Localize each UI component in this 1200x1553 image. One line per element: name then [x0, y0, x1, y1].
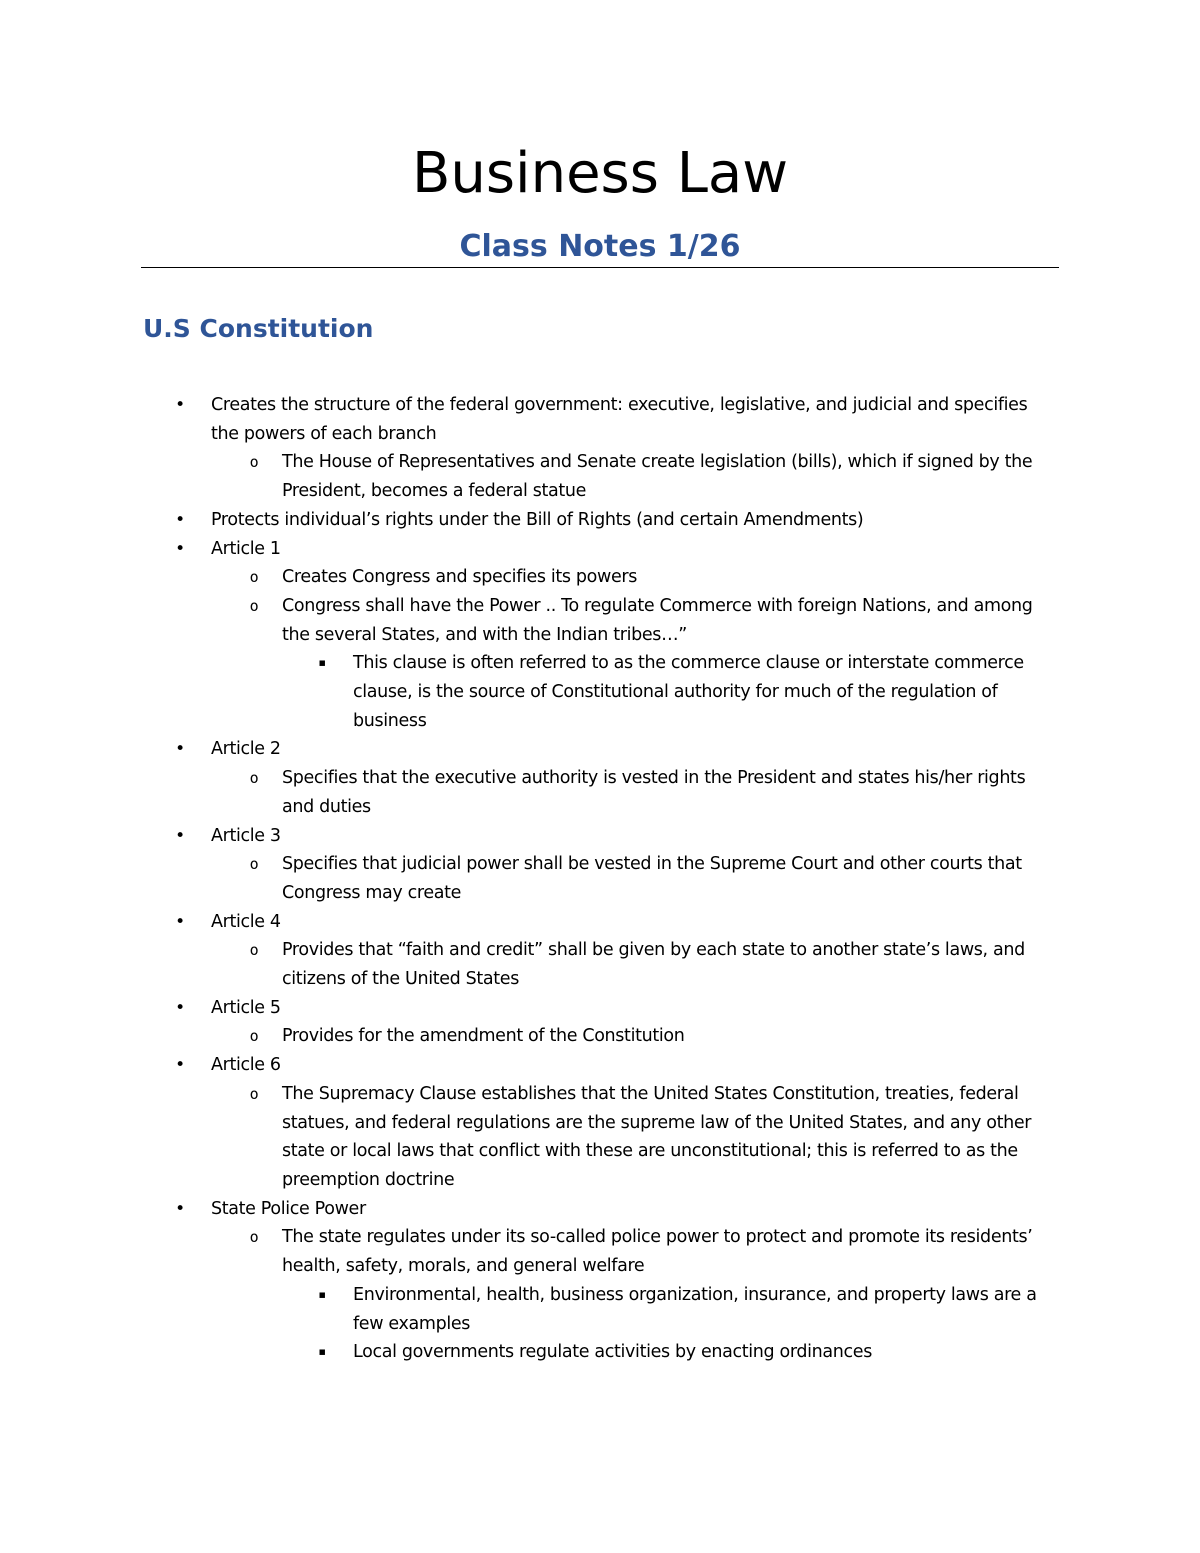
bullet-square-icon: ▪ [318, 1345, 326, 1359]
bullet-disc-icon: • [175, 395, 185, 415]
bullet-square-icon: ▪ [318, 1287, 326, 1301]
bullet-circle-icon: o [249, 568, 259, 587]
bullet-disc-icon: • [175, 509, 185, 530]
bullet-circle-icon: o [249, 1027, 259, 1046]
list-item-text: Environmental, health, business organization, insurance, and property laws are a few examples [353, 1284, 1037, 1334]
list-item-text: The state regulates under its so-called police power to protect and promote its residents’ health, safety, morals, and general welfare [282, 1227, 1033, 1277]
list-item [0, 1080, 1200, 1195]
list-item [0, 764, 1200, 821]
list-item-text: The Supremacy Clause establishes that the United States Constitution, treaties, federal statues, and federal regulations are the supreme law of the United States, and any other state or local laws that conflict with these are unconstitutional; this is referred to as the preemption doctrine [282, 1083, 1032, 1190]
bullet-disc-icon: • [175, 1198, 185, 1219]
bullet-circle-icon: o [249, 1228, 259, 1247]
list-item [0, 735, 1200, 764]
list-item-text: Article 5 [211, 997, 281, 1018]
list-item-text: This clause is often referred to as the commerce clause or interstate commerce clause, is the source of Constitutional authority for much of the regulation of business [353, 653, 1024, 731]
list-item-text: Provides for the amendment of the Constitution [282, 1026, 685, 1047]
list-item-text: The House of Representatives and Senate create legislation (bills), which if signed by the President, becomes a federal statue [282, 452, 1033, 502]
bullet-disc-icon: • [175, 1055, 185, 1076]
list-item [0, 1223, 1200, 1280]
list-item [0, 1195, 1200, 1224]
list-item [0, 535, 1200, 564]
list-item-text: State Police Power [211, 1198, 366, 1219]
list-item [0, 592, 1200, 649]
bullet-circle-icon: o [249, 769, 259, 788]
bullet-circle-icon: o [249, 941, 259, 960]
bullet-circle-icon: o [249, 453, 259, 472]
list-item-text: Specifies that the executive authority is vested in the President and states his/her rights and duties [282, 768, 1026, 817]
list-item-text: Provides that “faith and credit” shall be given by each state to another state’s laws, and citizens of the United States [282, 940, 1025, 990]
list-item [0, 448, 1200, 505]
section-heading: U.S Constitution [143, 314, 374, 343]
document-subtitle: Class Notes 1/26 [459, 229, 741, 264]
list-item-text: Creates the structure of the federal government: executive, legislative, and judicial and specifies the powers of each branch [211, 395, 1028, 444]
bullet-square-icon: ▪ [318, 656, 326, 670]
list-item-text: Article 6 [211, 1055, 281, 1076]
list-item [0, 1338, 1200, 1367]
bullet-disc-icon: • [175, 825, 185, 846]
bullet-disc-icon: • [175, 538, 185, 559]
bullet-disc-icon: • [175, 911, 185, 932]
list-item [0, 936, 1200, 993]
list-item-text: Congress shall have the Power .. To regulate Commerce with foreign Nations, and among the several States, and with the Indian tribes…” [282, 595, 1033, 645]
list-item [0, 563, 1200, 592]
list-item [0, 506, 1200, 535]
bullet-circle-icon: o [249, 855, 259, 874]
list-item [0, 822, 1200, 851]
list-item [0, 850, 1200, 907]
list-item-text: Article 3 [211, 825, 281, 846]
list-item [0, 649, 1200, 735]
list-item-text: Protects individual’s rights under the Bill of Rights (and certain Amendments) [211, 509, 864, 530]
list-item [0, 908, 1200, 937]
bullet-circle-icon: o [249, 1084, 259, 1103]
title-divider [141, 267, 1059, 268]
bullet-circle-icon: o [249, 596, 259, 615]
list-item-text: Creates Congress and specifies its powers [282, 567, 638, 588]
list-item-text: Specifies that judicial power shall be vested in the Supreme Court and other courts that Congress may create [282, 854, 1022, 903]
list-item [0, 1281, 1200, 1338]
bullet-disc-icon: • [175, 997, 185, 1018]
list-item [0, 1051, 1200, 1080]
list-item [0, 1022, 1200, 1051]
notes-list [0, 391, 1200, 1367]
list-item [0, 391, 1200, 448]
list-item-text: Article 2 [211, 739, 281, 760]
list-item-text: Local governments regulate activities by enacting ordinances [353, 1342, 872, 1363]
list-item-text: Article 4 [211, 911, 281, 932]
document-title: Business Law [411, 141, 789, 206]
bullet-disc-icon: • [175, 739, 185, 760]
list-item-text: Article 1 [211, 538, 281, 559]
list-item [0, 994, 1200, 1023]
